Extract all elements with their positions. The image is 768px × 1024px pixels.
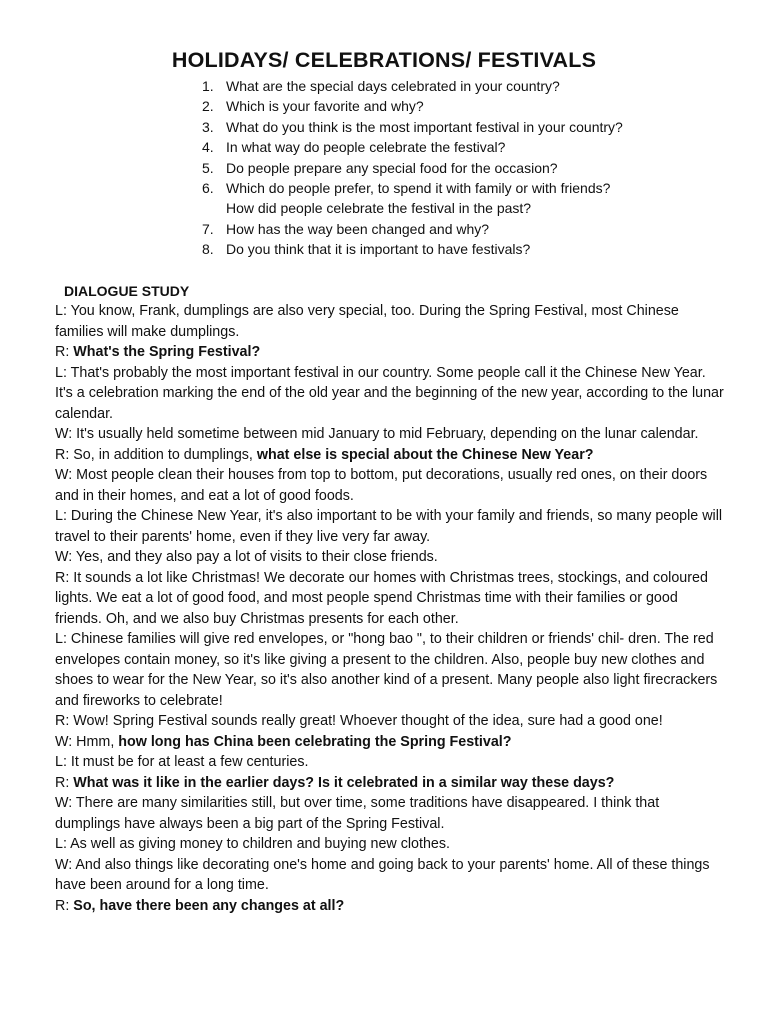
dialogue-line xyxy=(55,896,727,917)
question-item xyxy=(202,76,623,96)
dialogue-text: L: You know, Frank, dumplings are also very special, too. During the Spring Festival, most Chinese families will make dumplings. xyxy=(55,303,679,340)
dialogue-line xyxy=(55,629,727,711)
dialogue-text: R: It sounds a lot like Christmas! We decorate our homes with Christmas trees, stockings, and coloured lights. We eat a lot of good food, and most people spend Christmas time with their families or good friends. Oh, and we also buy Christmas presents for each other. xyxy=(55,569,708,627)
question-item xyxy=(202,117,623,137)
dialogue-text: W: Most people clean their houses from top to bottom, put decorations, usually red ones, on their doors and in their homes, and eat a lot of good foods. xyxy=(55,467,708,504)
dialogue-text: W: Yes, and they also pay a lot of visits to their close friends. xyxy=(55,549,438,565)
dialogue-line xyxy=(55,342,727,363)
question-item xyxy=(202,219,623,239)
question-number: 4. xyxy=(202,139,214,156)
question-number: 1. xyxy=(202,78,214,94)
dialogue-line xyxy=(55,424,727,445)
dialogue-line xyxy=(55,752,727,773)
dialogue-bold-text: what else is special about the Chinese New Year? xyxy=(256,446,594,463)
dialogue-text: L: During the Chinese New Year, it's also important to be with your family and friends, so many people will travel to their parents' home, even if they live very far away. xyxy=(55,508,723,545)
dialogue-line xyxy=(55,547,727,568)
dialogue-line xyxy=(55,506,727,547)
question-number: 5. xyxy=(202,159,214,176)
question-text: Do people prepare any special food for the occasion? xyxy=(226,159,558,176)
question-text-continuation: How did people celebrate the festival in the past? xyxy=(226,200,532,217)
question-number: 7. xyxy=(202,220,214,237)
dialogue-bold-text: What was it like in the earlier days? Is it celebrated in a similar way these days? xyxy=(73,774,615,791)
dialogue-text: L: As well as giving money to children and buying new clothes. xyxy=(55,836,450,852)
dialogue-text: W: It's usually held sometime between mid January to mid February, depending on the lunar calendar. xyxy=(55,426,699,442)
question-item xyxy=(202,137,623,157)
question-text: In what way do people celebrate the festival? xyxy=(226,139,506,156)
question-text: Do you think that it is important to have festivals? xyxy=(226,241,531,258)
question-number: 8. xyxy=(202,241,214,258)
question-number: 3. xyxy=(202,118,214,135)
page-title: HOLIDAYS/ CELEBRATIONS/ FESTIVALS xyxy=(171,48,597,72)
question-text: What are the special days celebrated in your country? xyxy=(226,78,560,94)
dialogue-bold-text: how long has China been celebrating the Spring Festival? xyxy=(118,733,512,750)
dialogue-line xyxy=(55,465,727,506)
dialogue-text: R: xyxy=(55,774,74,791)
dialogue-text: R: So, in addition to dumplings, xyxy=(55,446,257,463)
dialogue-text: R: Wow! Spring Festival sounds really great! Whoever thought of the idea, sure had a good one! xyxy=(55,713,663,729)
question-item xyxy=(202,178,623,219)
dialogue-body xyxy=(55,301,727,916)
dialogue-text: W: And also things like decorating one's home and going back to your parents' home. All of these things have been around for a long time. xyxy=(55,856,710,893)
question-text xyxy=(226,178,610,219)
dialogue-line xyxy=(55,445,727,466)
dialogue-line xyxy=(55,363,727,425)
dialogue-line xyxy=(55,793,727,834)
dialogue-bold-text: What's the Spring Festival? xyxy=(73,344,261,360)
dialogue-text: W: There are many similarities still, but over time, some traditions have disappeared. I think that dumplings have always been a big part of the Spring Festival. xyxy=(55,795,660,832)
section-heading-dialogue-study: DIALOGUE STUDY xyxy=(64,283,190,299)
dialogue-line xyxy=(55,855,727,896)
question-text: What do you think is the most important festival in your country? xyxy=(226,118,623,135)
dialogue-line xyxy=(55,711,727,732)
dialogue-line xyxy=(55,301,727,342)
dialogue-text: L: Chinese families will give red envelopes, or "hong bao ", to their children or friends' chil- dren. The red envelopes contain money, so it's like giving a present to the children. Also, people buy new clothes and shoes to wear for the New Year, so it's also another kind of a present. Many people also light firecrackers and fireworks to celebrate! xyxy=(55,631,718,709)
question-item xyxy=(202,96,623,116)
question-text-line: Which do people prefer, to spend it with family or with friends? xyxy=(226,180,611,197)
dialogue-text: W: Hmm, xyxy=(55,733,119,750)
question-number: 2. xyxy=(202,98,214,115)
dialogue-line xyxy=(55,568,727,630)
dialogue-line xyxy=(55,773,727,794)
question-text: Which is your favorite and why? xyxy=(226,98,424,115)
dialogue-text: R: xyxy=(55,344,74,360)
dialogue-text: L: It must be for at least a few centuries. xyxy=(55,754,309,770)
dialogue-line xyxy=(55,732,727,753)
question-item xyxy=(202,158,623,178)
question-item xyxy=(202,239,623,259)
dialogue-bold-text: So, have there been any changes at all? xyxy=(73,897,345,914)
question-text: How has the way been changed and why? xyxy=(226,220,490,237)
dialogue-text: L: That's probably the most important festival in our country. Some people call it the Chinese New Year. It's a celebration marking the end of the old year and the beginning of the new year, according to the lunar calendar. xyxy=(55,364,724,422)
dialogue-text: R: xyxy=(55,897,74,914)
discussion-question-list xyxy=(202,76,623,260)
dialogue-line xyxy=(55,834,727,855)
question-number: 6. xyxy=(202,180,214,197)
